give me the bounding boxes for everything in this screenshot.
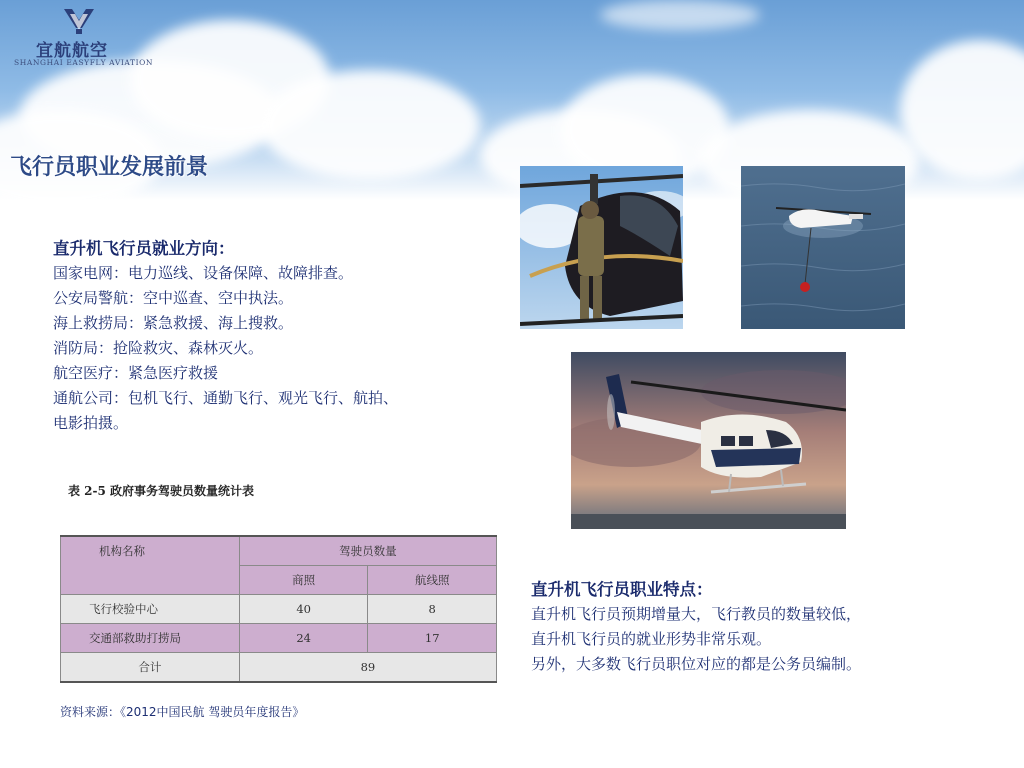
data-source: 资料来源：《2012中国民航 驾驶员年度报告》 bbox=[60, 705, 305, 719]
employment-section bbox=[53, 236, 398, 436]
table-row bbox=[61, 595, 497, 624]
features-line: 直升机飞行员预期增量大，飞行教员的数量较低， bbox=[531, 605, 862, 623]
employment-line: 公安局警航：空中巡查、空中执法。 bbox=[53, 289, 294, 307]
employment-line: 电影拍摄。 bbox=[53, 414, 129, 432]
header-count-cell: 驾驶员数量 bbox=[239, 536, 496, 566]
employment-line: 消防局：抢险救灾、森林灭火。 bbox=[53, 339, 264, 357]
features-section bbox=[531, 577, 861, 677]
table-header-row bbox=[61, 536, 497, 566]
header-org-cell: 机构名称 bbox=[61, 536, 240, 595]
total-value: 89 bbox=[239, 653, 496, 683]
helicopter-flight-photo bbox=[571, 352, 846, 529]
table-row bbox=[61, 624, 497, 653]
employment-line: 通航公司：包机飞行、通勤飞行、观光飞行、航拍、 bbox=[53, 389, 399, 407]
table-caption: 表 2-5 政府事务驾驶员数量统计表 bbox=[68, 484, 255, 498]
employment-line: 航空医疗：紧急医疗救援 bbox=[53, 364, 219, 382]
row-airline-value: 8 bbox=[368, 595, 497, 624]
row-airline-value: 17 bbox=[368, 624, 497, 653]
employment-line: 国家电网：电力巡线、设备保障、故障排查。 bbox=[53, 264, 354, 282]
pilot-count-table bbox=[60, 535, 497, 683]
brand-logo bbox=[14, 6, 154, 68]
helicopter-water-photo bbox=[741, 166, 905, 329]
row-commercial-value: 24 bbox=[239, 624, 368, 653]
logo-mark-icon bbox=[62, 6, 96, 36]
page-title: 飞行员职业发展前景 bbox=[10, 155, 209, 180]
features-line: 直升机飞行员的就业形势非常乐观。 bbox=[531, 630, 772, 648]
helicopter-pilot-photo bbox=[520, 166, 683, 329]
total-label: 合计 bbox=[61, 653, 240, 683]
features-line: 另外，大多数飞行员职位对应的都是公务员编制。 bbox=[531, 655, 862, 673]
header-commercial-cell: 商照 bbox=[239, 566, 368, 595]
brand-name-en: SHANGHAI EASYFLY AVIATION bbox=[14, 58, 154, 67]
employment-heading: 直升机飞行员就业方向： bbox=[53, 239, 235, 258]
row-org-name: 飞行校验中心 bbox=[61, 595, 240, 624]
header-airline-cell: 航线照 bbox=[368, 566, 497, 595]
brand-name-cn: 宜航航空 bbox=[36, 41, 108, 61]
employment-line: 海上救捞局：紧急救援、海上搜救。 bbox=[53, 314, 294, 332]
row-org-name: 交通部救助打捞局 bbox=[61, 624, 240, 653]
row-commercial-value: 40 bbox=[239, 595, 368, 624]
table-total-row bbox=[61, 653, 497, 683]
features-heading: 直升机飞行员职业特点： bbox=[531, 580, 713, 599]
